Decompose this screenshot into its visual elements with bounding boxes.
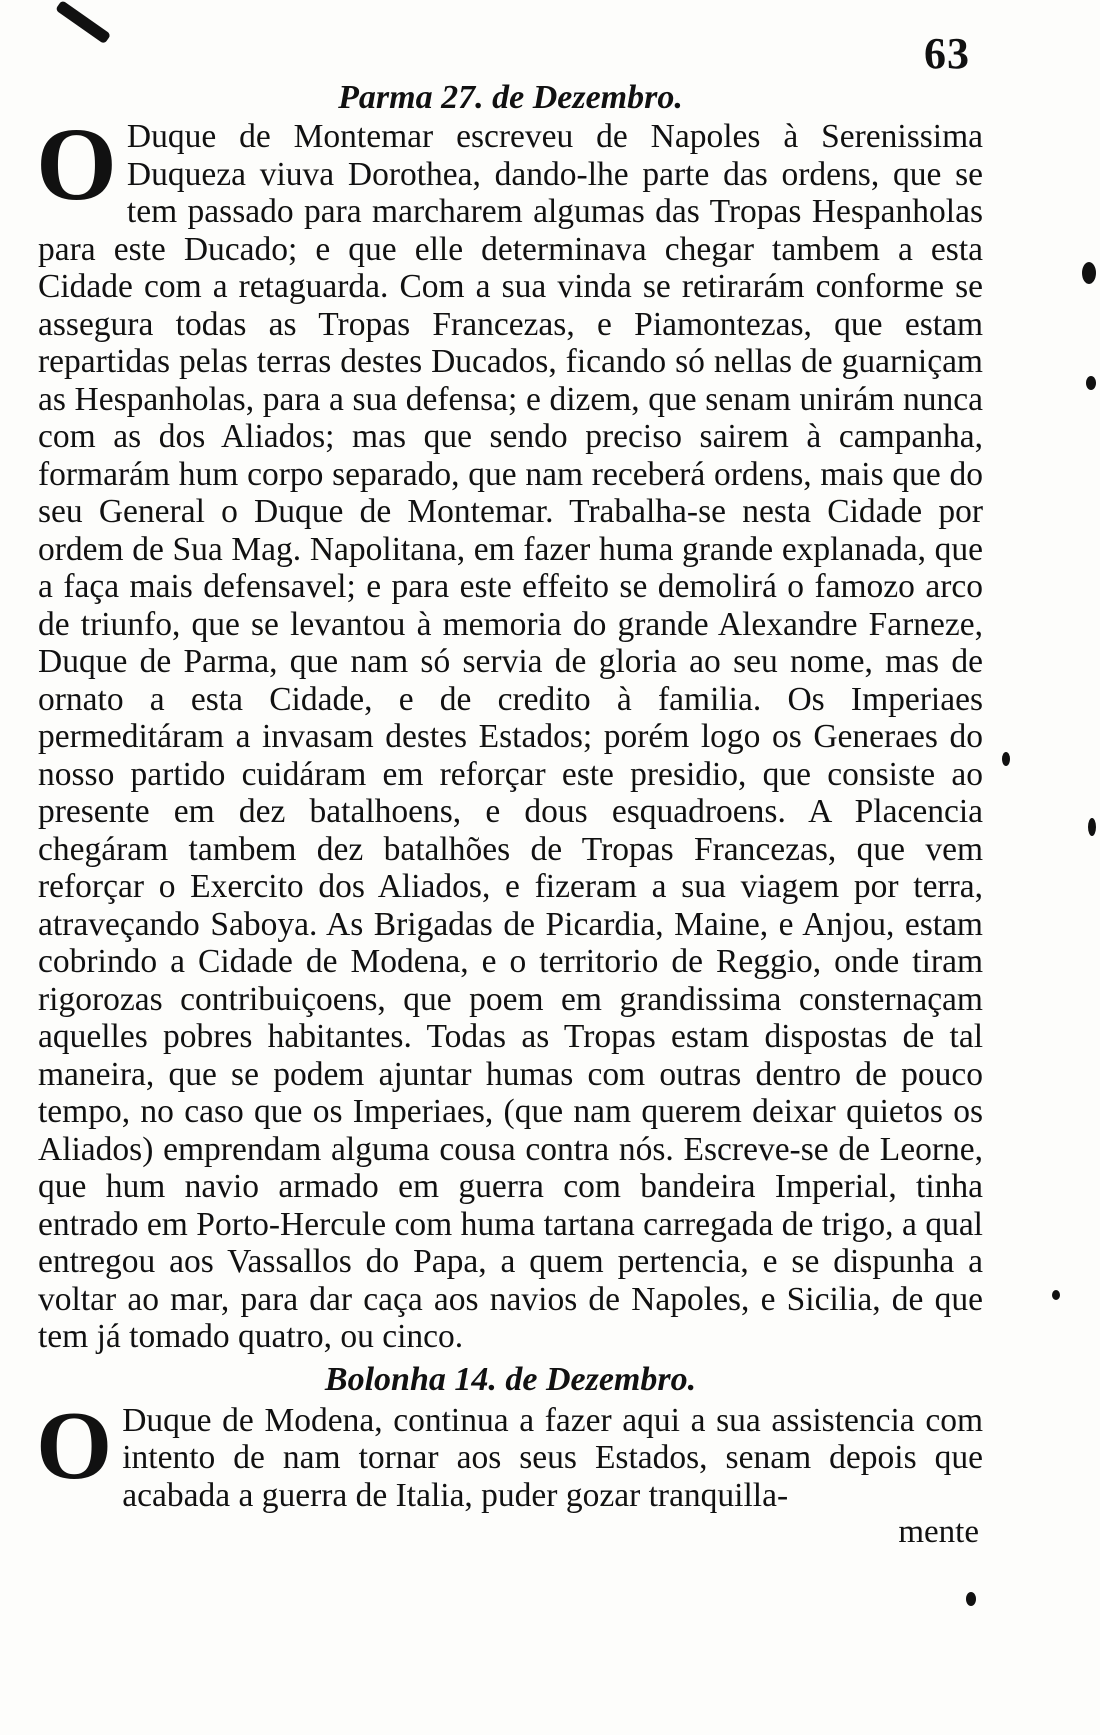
dateline-bolonha: Bolonha 14. de Dezembro. bbox=[324, 1360, 697, 1398]
ink-speck bbox=[966, 1592, 976, 1606]
ink-mark bbox=[55, 0, 111, 44]
ink-speck bbox=[1082, 262, 1096, 284]
paragraph-text: Duque de Montemar escreveu de Napoles à Serenissima Duqueza viuva Dorothea, dando-lhe parte das ordens, que se tem passado para marcharem algumas das Tropas Hespanholas para este Ducado; e que elle determinava chegar tambem a esta Cidade com a retaguarda. Com a sua vinda se retirarám conforme se assegura todas as Tropas Francezas, e Piamontezas, que estam repartidas pelas terras destes Ducados, ficando só nellas de guarniçam as Hespanholas, para a sua defensa; e dizem, que senam unirám nunca com as dos Aliados; mas que sendo preciso sairem à campanha, formarám hum corpo separado, que nam receberá ordens, mais que do seu General o Duque de Montemar. Trabalha-se nesta Cidade por ordem de Sua Mag. Napolitana, em fazer huma grande explanada, que a faça mais defensavel; e para este effeito se demolirá o famozo arco de triunfo, que se levantou à memoria do grande Alexandre Farneze, Duque de Parma, que nam só servia de gloria ao seu nome, mas de ornato a esta Cidade, e de credito à familia. Os Imperiaes permeditáram a invasam destes Estados; porém logo os Generaes do nosso partido cuidáram em reforçar este presidio, que consiste ao presente em dez batalhoens, e dous esquadroens. A Placencia chegáram tambem dez batalhões de Tropas Francezas, que vem reforçar o Exercito dos Aliados, e fizeram a sua viagem por terra, atraveçando Saboya. As Brigadas de Picardia, Maine, e Anjou, estam cobrindo a Cidade de Modena, e o territorio de Reggio, onde tiram rigorozas contribuiçoens, que poem em grandissima consternaçam aquelles pobres habitantes. Todas as Tropas estam dispostas de tal maneira, que se podem ajuntar humas com outras dentro de pouco tempo, no caso que os Imperiaes, (que nam querem deixar quietos os Aliados) emprendam alguma cousa contra nós. Escreve-se de Leorne, que hum navio armado em guerra com bandeira Imperial, tinha entrado em Porto-Hercule com huma tartana carregada de trigo, a qual entregou aos Vassallos do Papa, a quem pertencia, e se dispunha a voltar ao mar, para dar caça aos navios de Napoles, e Sicilia, de que tem já tomado quatro, ou cinco. bbox=[38, 118, 983, 1355]
ink-speck bbox=[1088, 818, 1096, 836]
ink-speck bbox=[1002, 752, 1010, 766]
paragraph-text: Duque de Modena, continua a fazer aqui a sua assistencia com intento de nam tornar aos seus Estados, senam depois que acabada a guerra de Italia, puder gozar tranquilla- bbox=[122, 1401, 983, 1514]
drop-cap: O bbox=[36, 1391, 113, 1500]
drop-cap: O bbox=[36, 107, 117, 222]
ink-speck bbox=[1052, 1290, 1060, 1300]
article-body bbox=[38, 80, 983, 1552]
dateline-parma: Parma 27. de Dezembro. bbox=[338, 79, 683, 116]
paragraph-bolonha bbox=[36, 1391, 983, 1515]
page-number: 63 bbox=[924, 29, 970, 78]
paragraph-parma bbox=[36, 107, 983, 1356]
catchword: mente bbox=[898, 1514, 979, 1550]
ink-speck bbox=[1086, 376, 1096, 390]
